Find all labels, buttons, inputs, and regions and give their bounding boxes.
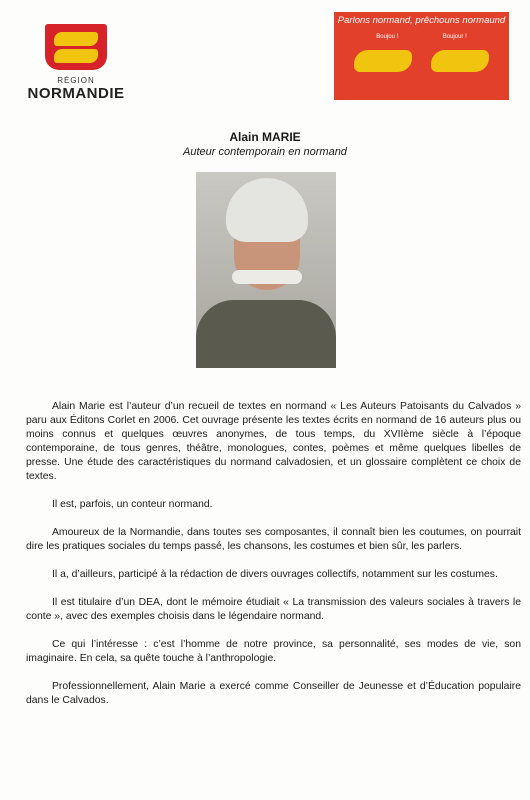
bio-paragraph: Professionnellement, Alain Marie a exercé comme Conseiller de Jeunesse et d’Éducation populaire dans le Calvados. xyxy=(26,681,521,706)
lion-left-icon xyxy=(354,50,412,72)
author-name: Alain MARIE xyxy=(229,130,301,144)
bio-paragraph: Amoureux de la Normandie, dans toutes ses composantes, il connaît bien les coutumes, on pourrait dire les pratiques sociales du temps passé, les chansons, les costumes et bien sûr, les parlers. xyxy=(26,527,521,552)
lion-right-icon xyxy=(431,50,489,72)
author-portrait xyxy=(196,172,336,368)
bio-paragraph: Ce qui l’intéresse : c’est l’homme de notre province, sa personnalité, ses modes de vie, son imaginaire. En cela, sa quête touche à l’anthropologie. xyxy=(26,639,521,664)
parlons-normand-banner xyxy=(334,12,509,100)
region-normandie-logo xyxy=(26,24,126,108)
lions-shield-icon xyxy=(45,24,107,70)
bio-paragraph: Il est titulaire d’un DEA, dont le mémoire étudiait « La transmission des valeurs sociales à travers le conte », avec des exemples choisis dans le légendaire normand. xyxy=(26,597,521,622)
speech-bubble-left: Boujou ! xyxy=(376,34,399,40)
author-heading xyxy=(0,130,530,158)
author-subtitle: Auteur contemporain en normand xyxy=(183,146,347,158)
bio-paragraph: Alain Marie est l’auteur d’un recueil de textes en normand « Les Auteurs Patoisants du Calvados » paru aux Éditons Corlet en 2006. Cet ouvrage présente les textes écrits en normand de 16 auteurs plus ou moins connus et quelques œuvres anonymes, de tous temps, du XVIIème siècle à l’époque contemporaine, de tous genres, théâtre, monologues, contes, poèmes et même quelques libelles de presse. Une étude des caractéristiques du normand calvadosien, et un glossaire complètent ce choix de textes. xyxy=(26,401,521,482)
logo-region-label: RÉGION xyxy=(57,76,95,85)
bio-paragraph: Il a, d’ailleurs, participé à la rédaction de divers ouvrages collectifs, notamment sur les costumes. xyxy=(52,569,498,580)
speech-bubble-right: Boujour ! xyxy=(442,34,467,40)
logo-normandie-label: NORMANDIE xyxy=(27,85,125,102)
banner-slogan: Parlons normand, prêchouns normaund xyxy=(337,15,506,26)
bio-paragraph: Il est, parfois, un conteur normand. xyxy=(52,499,213,510)
biography-text xyxy=(26,400,521,722)
